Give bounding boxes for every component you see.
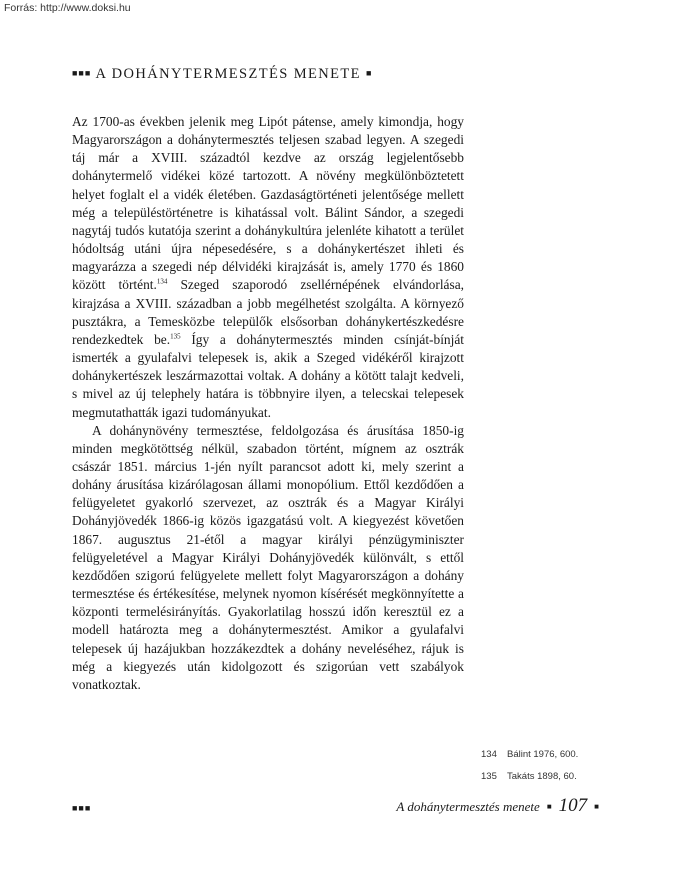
paragraph-2: A dohánynövény termesztése, feldolgozása és árusítása 1850-ig minden megkötöttség nélkül, szabadon történt, mígnem az osztrák császár 1851. március 1-jén nyílt parancsot adott ki, mely szerint a dohány árusítása kizárólagosan állami monopólium. Ettől kezdődően a felügyeletet gyakorló szervezet, az osztrák és a Magyar Királyi Dohányjövedék 1866-ig közös igazgatású volt. A kiegyezést követően 1867. augusztus 21-étől a magyar királyi pénzügyminiszter felügyeletével a Magyar Királyi Dohányjövedék különvált, s ettől kezdődően szigorú felügyelete mellett folyt Magyarországon a dohány termesztése és értékesítése, melynek nyomon kísérését megkönnyítette a központi termelésirányítás. Gyakorlatilag hosszú időn keresztül ez a modell határozta meg a dohánytermesztést. Amikor a gyulafalvi telepesek új hazájukban hozzákezdtek a dohány neveléséhez, rájuk is még a kiegyezés után kidolgozott és szigorúan vett szabályok vonatkoztak.	[72, 422, 464, 692]
footnote-135	[481, 766, 578, 788]
paragraph-1-part-1: Az 1700-as években jelenik meg Lipót pátense, amely kimondja, hogy Magyarországon a dohánytermesztés teljesen szabad legyen. A szegedi táj már a XVIII. századtól kezdve az ország legjelentősebb dohánytermelő vidékei közé tartozott. A növény megkülönböztetett helyet foglalt el a vidék életében. Gazdaságtörténeti jelentősége mellett még a településtörténetre is kihatással volt. Bálint Sándor, a szegedi nagytáj tudós kutatója szerint a dohánykultúra jelenléte kihatott a terület hódoltság utáni újra népesedésére, s a dohánykertészet ihleti és magyarázza a szegedi nép délvidéki kirajzását is, amely 1770 és 1860 között történt.	[72, 114, 464, 293]
footnote-ref-135: 135	[170, 332, 181, 341]
footer-marker-mid: ■	[546, 802, 552, 811]
footnote-number: 135	[481, 771, 497, 782]
footnote-text: Bálint 1976, 600.	[507, 749, 579, 760]
paragraph-1-part-2: Szeged szaporodó zsellérnépének elvándorlása, kirajzása a XVIII. században a jobb megélhetést szolgálta. A környező pusztákra, a Temesközbe települők elsősorban dohánykertészkedésre rendezkedtek be.	[72, 277, 464, 347]
heading-markers-left: ■■■	[72, 68, 92, 78]
chapter-heading	[72, 66, 372, 83]
page-footer	[396, 795, 602, 817]
footer-markers-left: ■■■	[72, 803, 92, 813]
heading-marker-right: ■	[365, 68, 373, 78]
running-title: A dohánytermesztés menete	[396, 799, 540, 814]
heading-title: A DOHÁNYTERMESZTÉS MENETE	[95, 66, 361, 82]
footnote-134	[481, 744, 578, 766]
footer-marker-end: ■	[594, 802, 599, 811]
paragraph-1-part-3: Így a dohánytermesztés minden csínját-bínját ismerték a gyulafalvi telepesek is, akik a Szeged vidékéről kirajzott dohánykertészek leszármazottai voltak. A dohány a kötött talajt kedveli, s mivel az új telephely határa is többnyire ilyen, a telecskai telepesek megmutathatták igazi tudományukat.	[72, 331, 464, 420]
footnote-text: Takáts 1898, 60.	[507, 771, 577, 782]
source-note: Forrás: http://www.doksi.hu	[4, 2, 131, 14]
body-text	[72, 113, 464, 694]
footnote-ref-134: 134	[156, 277, 168, 286]
page-number: 107	[558, 795, 588, 816]
paragraph-1	[72, 113, 464, 422]
footnotes	[481, 744, 578, 788]
footnote-number: 134	[481, 749, 497, 760]
